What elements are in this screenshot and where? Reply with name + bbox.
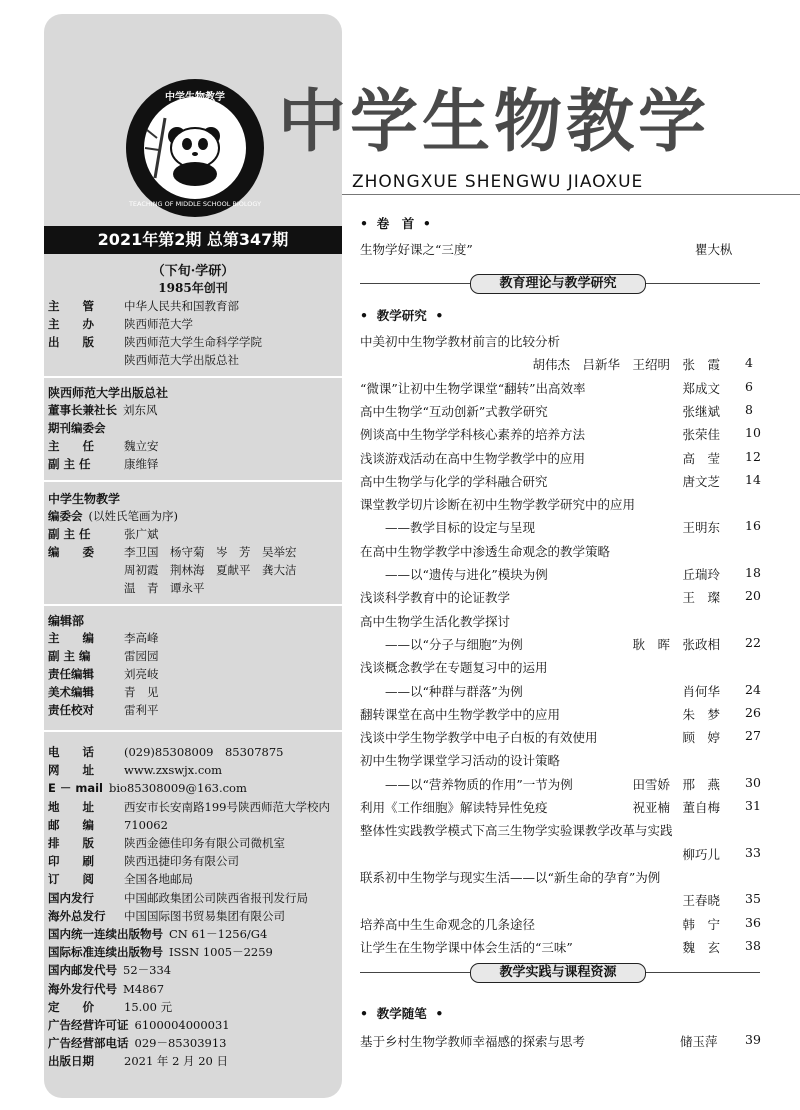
- dept-org: 编辑部: [48, 614, 85, 628]
- publisher-row: 期刊编委会: [48, 421, 106, 435]
- issue-bar: 2021年第2期 总第347期: [44, 226, 342, 254]
- magazine-title: 中学生物教学: [278, 82, 711, 162]
- section-banner: 教学实践与课程资源: [470, 963, 646, 983]
- board-row: 编 委 李卫国 杨守菊 岑 芳 吴举宏: [48, 545, 297, 559]
- section-research: • 教学研究 •: [360, 308, 444, 323]
- publisher-row: 董事长兼社长 刘东风: [48, 403, 158, 417]
- contact-row: 电 话 (029)85308009 85307875: [48, 745, 284, 759]
- publisher-org: 陕西师范大学出版总社: [48, 386, 169, 400]
- contact-row: 定 价 15.00 元: [48, 999, 173, 1014]
- contact-row: 国内邮发代号 52－334: [48, 963, 172, 978]
- contact-row: 广告经营许可证 6100004000031: [48, 1018, 230, 1032]
- masthead-row: 主 管 中华人民共和国教育部: [48, 299, 239, 313]
- panda-logo: [125, 78, 265, 218]
- issue-sub: （下旬·学研）: [151, 264, 235, 279]
- dept-row: 主 编 李高峰: [48, 631, 159, 645]
- contact-row: 国际标准连续出版物号 ISSN 1005－2259: [48, 945, 273, 960]
- publisher-row: 主 任 魏立安: [48, 439, 159, 453]
- dept-row: 责任校对 雷利平: [48, 703, 159, 717]
- header-rule: [342, 194, 800, 195]
- divider: [44, 730, 342, 732]
- masthead-row: 出 版 陕西师范大学生命科学学院: [48, 335, 262, 349]
- dept-row: 副 主 编 雷园园: [48, 649, 159, 663]
- svg-text:中学生物教学: 中学生物教学: [165, 92, 225, 103]
- contact-row: 网 址 www.zxswjx.com: [48, 763, 223, 778]
- dept-row: 责任编辑 刘亮岐: [48, 667, 159, 681]
- contact-row: 订 阅 全国各地邮局: [48, 872, 193, 887]
- board-row: 编委会 (以姓氏笔画为序): [48, 509, 178, 523]
- board-row: 温 青 谭永平: [124, 581, 205, 595]
- contact-row: 邮 编 710062: [48, 817, 168, 832]
- masthead-row: 主 办 陕西师范大学: [48, 317, 193, 331]
- masthead-row: 陕西师范大学出版总社: [124, 353, 239, 367]
- divider: [44, 480, 342, 482]
- divider: [44, 604, 342, 606]
- magazine-title-en: ZHONGXUE SHENGWU JIAOXUE: [352, 172, 644, 192]
- board-org: 中学生物教学: [48, 492, 121, 506]
- section-banner: 教育理论与教学研究: [470, 274, 646, 294]
- board-row: 副 主 任 张广斌: [48, 527, 159, 541]
- divider: [44, 376, 342, 378]
- contact-row: 海外发行代号 M4867: [48, 981, 165, 996]
- contact-row: 海外总发行 中国国际图书贸易集团有限公司: [48, 908, 285, 923]
- contact-row: 排 版 陕西金德佳印务有限公司微机室: [48, 836, 285, 850]
- contact-row: 国内统一连续出版物号 CN 61－1256/G4: [48, 927, 268, 941]
- contact-row: 出版日期 2021 年 2 月 20 日: [48, 1054, 228, 1069]
- dept-row: 美术编辑 青 见: [48, 685, 159, 699]
- svg-text:TEACHING OF MIDDLE SCHOOL BIOL: TEACHING OF MIDDLE SCHOOL BIOLOGY: [128, 200, 262, 208]
- contact-row: 广告经营部电话 029－85303913: [48, 1036, 227, 1051]
- founded: 1985年创刊: [158, 281, 228, 295]
- contact-row: 地 址 西安市长安南路199号陕西师范大学校内: [48, 799, 330, 814]
- section-suibi: • 教学随笔 •: [360, 1006, 444, 1021]
- contact-row: E － mail bio85308009@163.com: [48, 781, 247, 796]
- publisher-row: 副 主 任 康维铎: [48, 457, 159, 471]
- board-row: 周初霞 荆林海 夏献平 龚大洁: [124, 563, 297, 577]
- contact-row: 国内发行 中国邮政集团公司陕西省报刊发行局: [48, 890, 308, 905]
- section-juanshou: • 卷 首 •: [360, 216, 431, 231]
- contact-row: 印 刷 陕西迅捷印务有限公司: [48, 854, 239, 869]
